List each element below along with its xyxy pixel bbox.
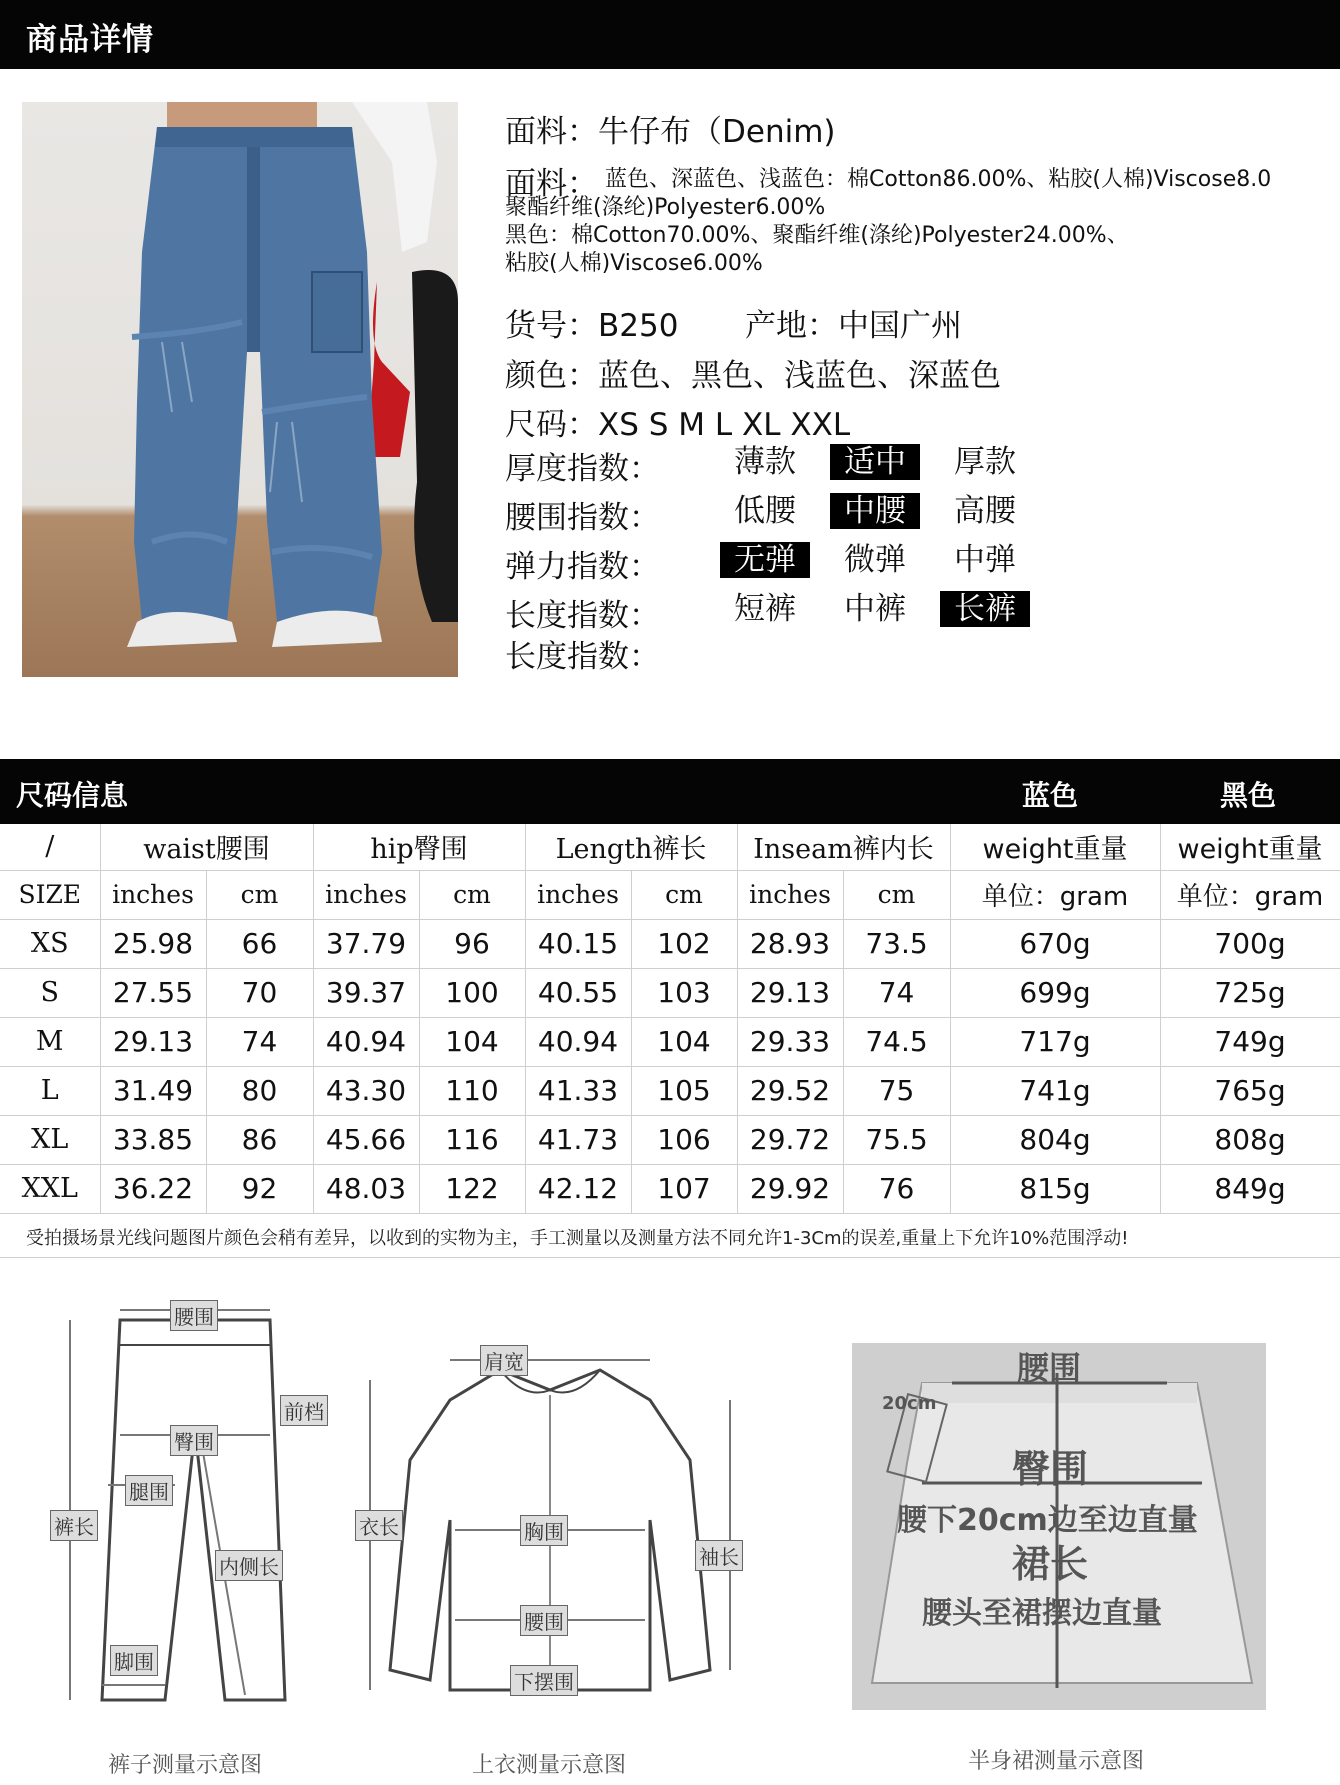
item-number: 货号：B250 (505, 308, 679, 344)
table-cell: 106 (631, 1115, 737, 1164)
diagram-label: 内侧长 (215, 1550, 283, 1581)
header-cell: Length裤长 (525, 824, 737, 870)
table-cell: 107 (631, 1164, 737, 1213)
table-cell: 31.49 (100, 1066, 206, 1115)
table-cell: 700g (1160, 919, 1340, 968)
table-cell: 28.93 (737, 919, 843, 968)
table-cell: 74 (206, 1017, 313, 1066)
diagram-label: 腰下20cm边至边直量 (897, 1503, 1198, 1538)
index-option-selected: 长裤 (940, 591, 1030, 627)
table-cell: 103 (631, 968, 737, 1017)
index-option: 厚款 (954, 444, 1016, 480)
composition-line: 聚酯纤维(涤纶)Polyester6.00% (505, 195, 826, 220)
index-label: 弹力指数： (505, 549, 660, 585)
table-cell: 29.92 (737, 1164, 843, 1213)
index-label: 厚度指数： (505, 451, 660, 487)
header-cell: weight重量 (1160, 824, 1340, 870)
color-blue-label: 蓝色 (1022, 779, 1079, 812)
header-cell: Inseam裤内长 (737, 824, 950, 870)
subheader-cell: 单位：gram (1160, 870, 1340, 919)
index-option: 低腰 (734, 493, 796, 529)
colors-line: 颜色：蓝色、黑色、浅蓝色、深蓝色 (505, 358, 1001, 394)
size-table (0, 824, 1340, 1214)
table-row (0, 1115, 1340, 1164)
table-cell: 104 (631, 1017, 737, 1066)
table-header-row (0, 824, 1340, 870)
table-cell: 717g (950, 1017, 1160, 1066)
table-cell: 40.15 (525, 919, 631, 968)
table-cell: 670g (950, 919, 1160, 968)
table-cell: 40.94 (313, 1017, 419, 1066)
table-row (0, 1164, 1340, 1213)
measurement-note: 受拍摄场景光线问题图片颜色会稍有差异，以收到的实物为主，手工测量以及测量方法不同允许1-3Cm的误差,重量上下允许10%范围浮动! (26, 1228, 1129, 1249)
subheader-cell: inches (313, 870, 419, 919)
table-cell: 849g (1160, 1164, 1340, 1213)
table-cell: 36.22 (100, 1164, 206, 1213)
diagram-label: 下摆围 (510, 1665, 578, 1696)
index-option-selected: 中腰 (830, 493, 920, 529)
table-cell: 29.52 (737, 1066, 843, 1115)
table-cell: 33.85 (100, 1115, 206, 1164)
header-cell: waist腰围 (100, 824, 313, 870)
table-row (0, 968, 1340, 1017)
diagram-label: 腰围 (520, 1605, 568, 1636)
table-cell: 43.30 (313, 1066, 419, 1115)
subheader-cell: cm (206, 870, 313, 919)
fabric-line: 面料：牛仔布（Denim) (505, 114, 836, 150)
size-name-cell: XL (0, 1115, 100, 1164)
table-cell: 66 (206, 919, 313, 968)
table-subheader-row (0, 870, 1340, 919)
diagram-label: 脚围 (110, 1645, 158, 1676)
sizes-line: 尺码：XS S M L XL XXL (505, 407, 851, 443)
table-cell: 76 (843, 1164, 950, 1213)
header-cell: / (0, 824, 100, 870)
diagram-label: 袖长 (695, 1540, 743, 1571)
diagram-label: 腰围 (170, 1300, 218, 1331)
diagram-label: 臀围 (170, 1425, 218, 1456)
table-cell: 96 (419, 919, 525, 968)
size-name-cell: L (0, 1066, 100, 1115)
index-option: 薄款 (734, 444, 796, 480)
table-cell: 73.5 (843, 919, 950, 968)
table-cell: 110 (419, 1066, 525, 1115)
size-info-title: 尺码信息 (16, 779, 129, 812)
table-row (0, 919, 1340, 968)
table-cell: 48.03 (313, 1164, 419, 1213)
composition-block (505, 164, 1340, 278)
pants-caption: 裤子测量示意图 (108, 1753, 263, 1778)
index-label: 长度指数： (505, 598, 660, 634)
size-name-cell: M (0, 1017, 100, 1066)
index-option: 短裤 (734, 591, 796, 627)
table-cell: 29.13 (100, 1017, 206, 1066)
table-cell: 70 (206, 968, 313, 1017)
subheader-cell: 单位：gram (950, 870, 1160, 919)
header-bar (0, 0, 1340, 69)
header-cell: hip臀围 (313, 824, 525, 870)
table-cell: 41.33 (525, 1066, 631, 1115)
table-cell: 29.33 (737, 1017, 843, 1066)
subheader-cell: SIZE (0, 870, 100, 919)
composition-line: 蓝色、深蓝色、浅蓝色：棉Cotton86.00%、粘胶(人棉)Viscose8.0 (605, 167, 1272, 192)
table-cell: 41.73 (525, 1115, 631, 1164)
table-cell: 116 (419, 1115, 525, 1164)
table-cell: 29.13 (737, 968, 843, 1017)
table-cell: 100 (419, 968, 525, 1017)
color-black-label: 黑色 (1220, 779, 1277, 812)
diagram-label: 衣长 (355, 1510, 403, 1541)
table-cell: 27.55 (100, 968, 206, 1017)
table-cell: 122 (419, 1164, 525, 1213)
size-name-cell: XS (0, 919, 100, 968)
table-cell: 749g (1160, 1017, 1340, 1066)
table-cell: 92 (206, 1164, 313, 1213)
jeans-illustration (22, 102, 458, 677)
composition-line: 黑色：棉Cotton70.00%、聚酯纤维(涤纶)Polyester24.00%、 (505, 223, 1129, 248)
table-cell: 45.66 (313, 1115, 419, 1164)
skirt-diagram (852, 1343, 1266, 1710)
table-row (0, 1066, 1340, 1115)
table-cell: 804g (950, 1115, 1160, 1164)
product-photo (22, 102, 458, 677)
table-cell: 765g (1160, 1066, 1340, 1115)
divider (0, 1257, 1340, 1258)
size-name-cell: XXL (0, 1164, 100, 1213)
subheader-cell: cm (631, 870, 737, 919)
diagram-label: 裙长 (1012, 1542, 1089, 1586)
subheader-cell: cm (419, 870, 525, 919)
shirt-caption: 上衣测量示意图 (472, 1753, 627, 1778)
diagram-label: 腿围 (125, 1475, 173, 1506)
index-option: 中裤 (844, 591, 906, 627)
table-cell: 725g (1160, 968, 1340, 1017)
table-cell: 42.12 (525, 1164, 631, 1213)
index-label: 腰围指数： (505, 500, 660, 536)
diagram-label: 腰头至裙摆边直量 (922, 1596, 1162, 1631)
table-cell: 102 (631, 919, 737, 968)
diagram-label: 胸围 (520, 1515, 568, 1546)
origin: 产地：中国广州 (745, 308, 962, 344)
index-option-selected: 无弹 (720, 542, 810, 578)
table-cell: 815g (950, 1164, 1160, 1213)
table-cell: 40.55 (525, 968, 631, 1017)
composition-label: 面料： (505, 166, 598, 202)
extra-index-label: 长度指数： (505, 639, 660, 675)
diagram-label: 肩宽 (480, 1345, 528, 1376)
table-cell: 74 (843, 968, 950, 1017)
index-option: 微弹 (844, 542, 906, 578)
table-cell: 75.5 (843, 1115, 950, 1164)
table-cell: 25.98 (100, 919, 206, 968)
subheader-cell: inches (737, 870, 843, 919)
header-cell: weight重量 (950, 824, 1160, 870)
table-cell: 40.94 (525, 1017, 631, 1066)
diagram-label: 臀围 (1012, 1447, 1089, 1491)
diagram-label: 20cm (882, 1393, 937, 1414)
table-row (0, 1017, 1340, 1066)
table-cell: 74.5 (843, 1017, 950, 1066)
diagram-label: 腰围 (1017, 1349, 1082, 1387)
table-cell: 75 (843, 1066, 950, 1115)
composition-line: 粘胶(人棉)Viscose6.00% (505, 251, 763, 276)
table-cell: 86 (206, 1115, 313, 1164)
subheader-cell: inches (525, 870, 631, 919)
table-cell: 105 (631, 1066, 737, 1115)
table-cell: 104 (419, 1017, 525, 1066)
table-cell: 37.79 (313, 919, 419, 968)
subheader-cell: cm (843, 870, 950, 919)
pants-diagram (40, 1300, 340, 1720)
size-name-cell: S (0, 968, 100, 1017)
skirt-caption: 半身裙测量示意图 (968, 1749, 1145, 1774)
shirt-diagram (350, 1340, 750, 1720)
index-option: 中弹 (954, 542, 1016, 578)
subheader-cell: inches (100, 870, 206, 919)
index-option: 高腰 (954, 493, 1016, 529)
table-cell: 29.72 (737, 1115, 843, 1164)
diagram-label: 裤长 (50, 1510, 98, 1541)
table-cell: 808g (1160, 1115, 1340, 1164)
diagram-label: 前档 (280, 1395, 328, 1426)
page-title: 商品详情 (26, 22, 154, 58)
table-cell: 741g (950, 1066, 1160, 1115)
table-cell: 80 (206, 1066, 313, 1115)
size-info-bar (0, 759, 1340, 824)
table-cell: 39.37 (313, 968, 419, 1017)
index-option-selected: 适中 (830, 444, 920, 480)
table-cell: 699g (950, 968, 1160, 1017)
